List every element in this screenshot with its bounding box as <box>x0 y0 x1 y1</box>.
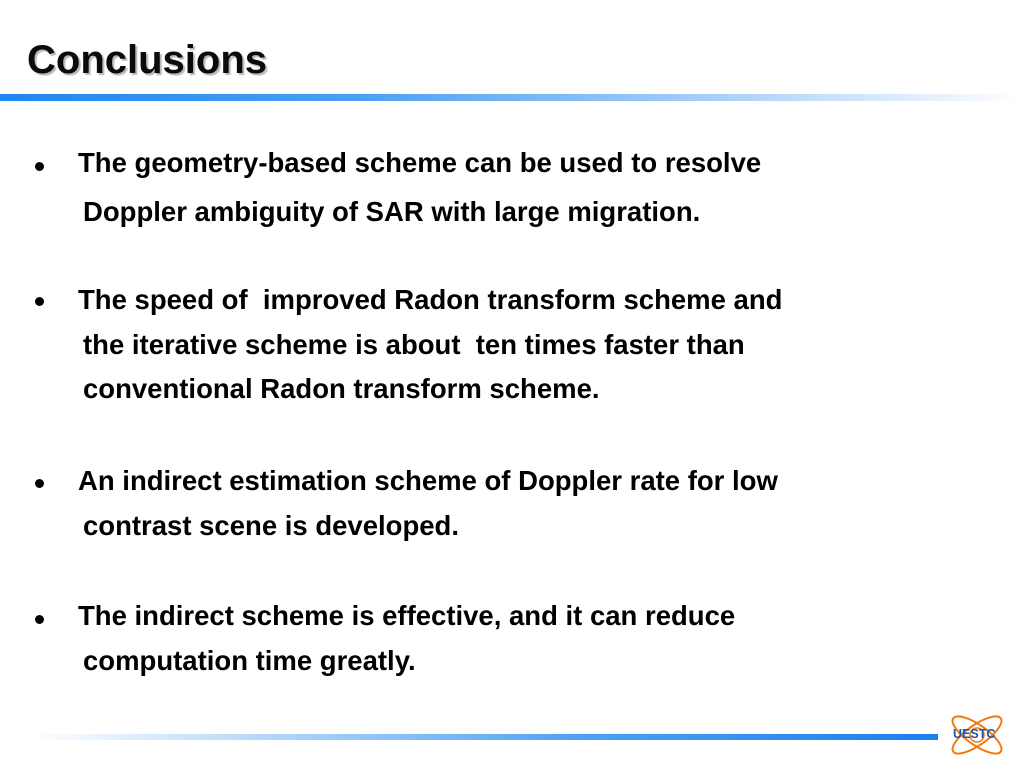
bullet-1-line-1: The geometry-based scheme can be used to resolve <box>78 147 762 178</box>
bullet-4-line-1: The indirect scheme is effective, and it can reduce <box>78 600 736 631</box>
bullet-dot-icon <box>35 615 44 624</box>
bullet-2-line-2: the iterative scheme is about ten times faster than <box>83 329 745 360</box>
bullet-dot-icon <box>35 162 44 171</box>
bullet-3-line-1: An indirect estimation scheme of Doppler rate for low <box>78 465 778 496</box>
bullet-dot-icon <box>35 479 44 488</box>
bullet-2-line-3: conventional Radon transform scheme. <box>83 373 600 404</box>
bullet-2-line-1: The speed of improved Radon transform scheme and <box>78 284 783 315</box>
uestc-logo-text: UESTC <box>953 727 996 741</box>
bullet-dot-icon <box>35 297 44 306</box>
bullet-3-line-2: contrast scene is developed. <box>83 510 459 541</box>
footer-rule <box>30 734 938 740</box>
slide-title: Conclusions <box>27 38 268 82</box>
bullet-1-line-2: Doppler ambiguity of SAR with large migration. <box>83 196 701 227</box>
bullet-4-line-2: computation time greatly. <box>83 645 416 676</box>
